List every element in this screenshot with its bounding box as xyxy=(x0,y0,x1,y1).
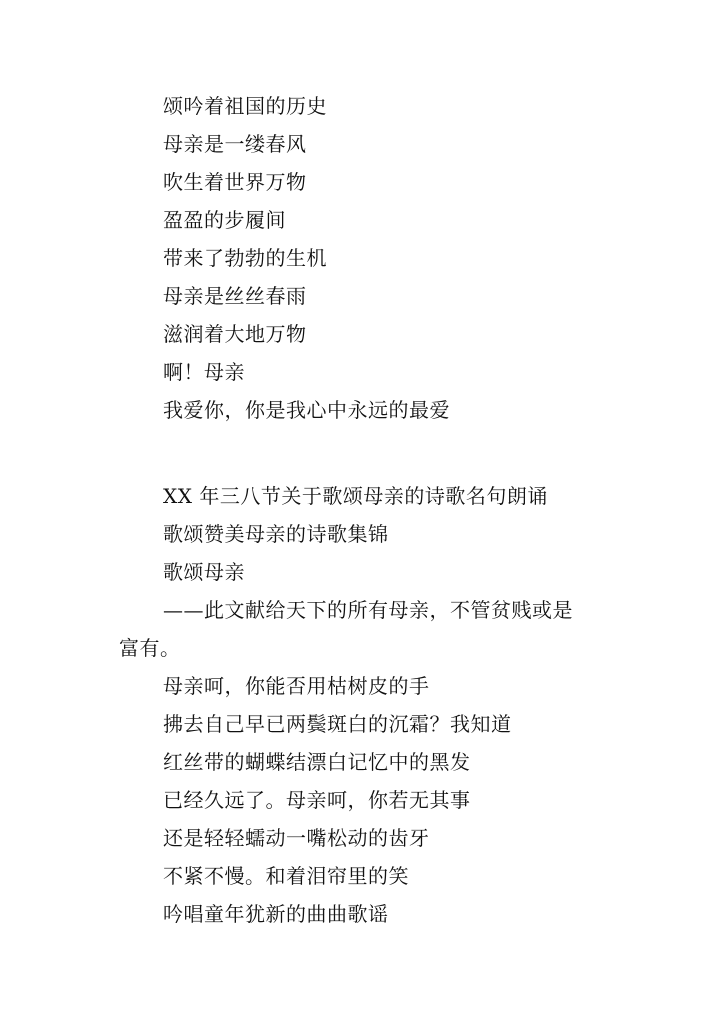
section-title: XX 年三八节关于歌颂母亲的诗歌名句朗诵 xyxy=(163,484,548,508)
poem-line: 已经久远了。母亲呵，你若无其事 xyxy=(163,788,471,812)
poem-line: 还是轻轻蠕动一嘴松动的齿牙 xyxy=(163,826,430,850)
poem-line: 母亲呵，你能否用枯树皮的手 xyxy=(163,674,430,698)
poem-line: 吹生着世界万物 xyxy=(163,170,307,194)
poem-line: 啊！母亲 xyxy=(163,360,245,384)
poem-line: 母亲是一缕春风 xyxy=(163,132,307,156)
poem-line: 红丝带的蝴蝶结漂白记忆中的黑发 xyxy=(163,750,471,774)
poem-line: 盈盈的步履间 xyxy=(163,208,286,232)
poem-line: 吟唱童年犹新的曲曲歌谣 xyxy=(163,902,389,926)
poem-line: 滋润着大地万物 xyxy=(163,322,307,346)
poem-line: 拂去自己早已两鬓斑白的沉霜？我知道 xyxy=(163,712,512,736)
poem-line: 我爱你，你是我心中永远的最爱 xyxy=(163,398,450,422)
poem-line: 颂吟着祖国的历史 xyxy=(163,94,327,118)
poem-line: 带来了勃勃的生机 xyxy=(163,246,327,270)
dedication-line: ——此文献给天下的所有母亲，不管贫贱或是 xyxy=(163,598,573,622)
dedication-line-continued: 富有。 xyxy=(119,636,181,660)
poem-title: 歌颂母亲 xyxy=(163,560,245,584)
section-subtitle: 歌颂赞美母亲的诗歌集锦 xyxy=(163,522,389,546)
poem-line: 母亲是丝丝春雨 xyxy=(163,284,307,308)
poem-line: 不紧不慢。和着泪帘里的笑 xyxy=(163,864,409,888)
